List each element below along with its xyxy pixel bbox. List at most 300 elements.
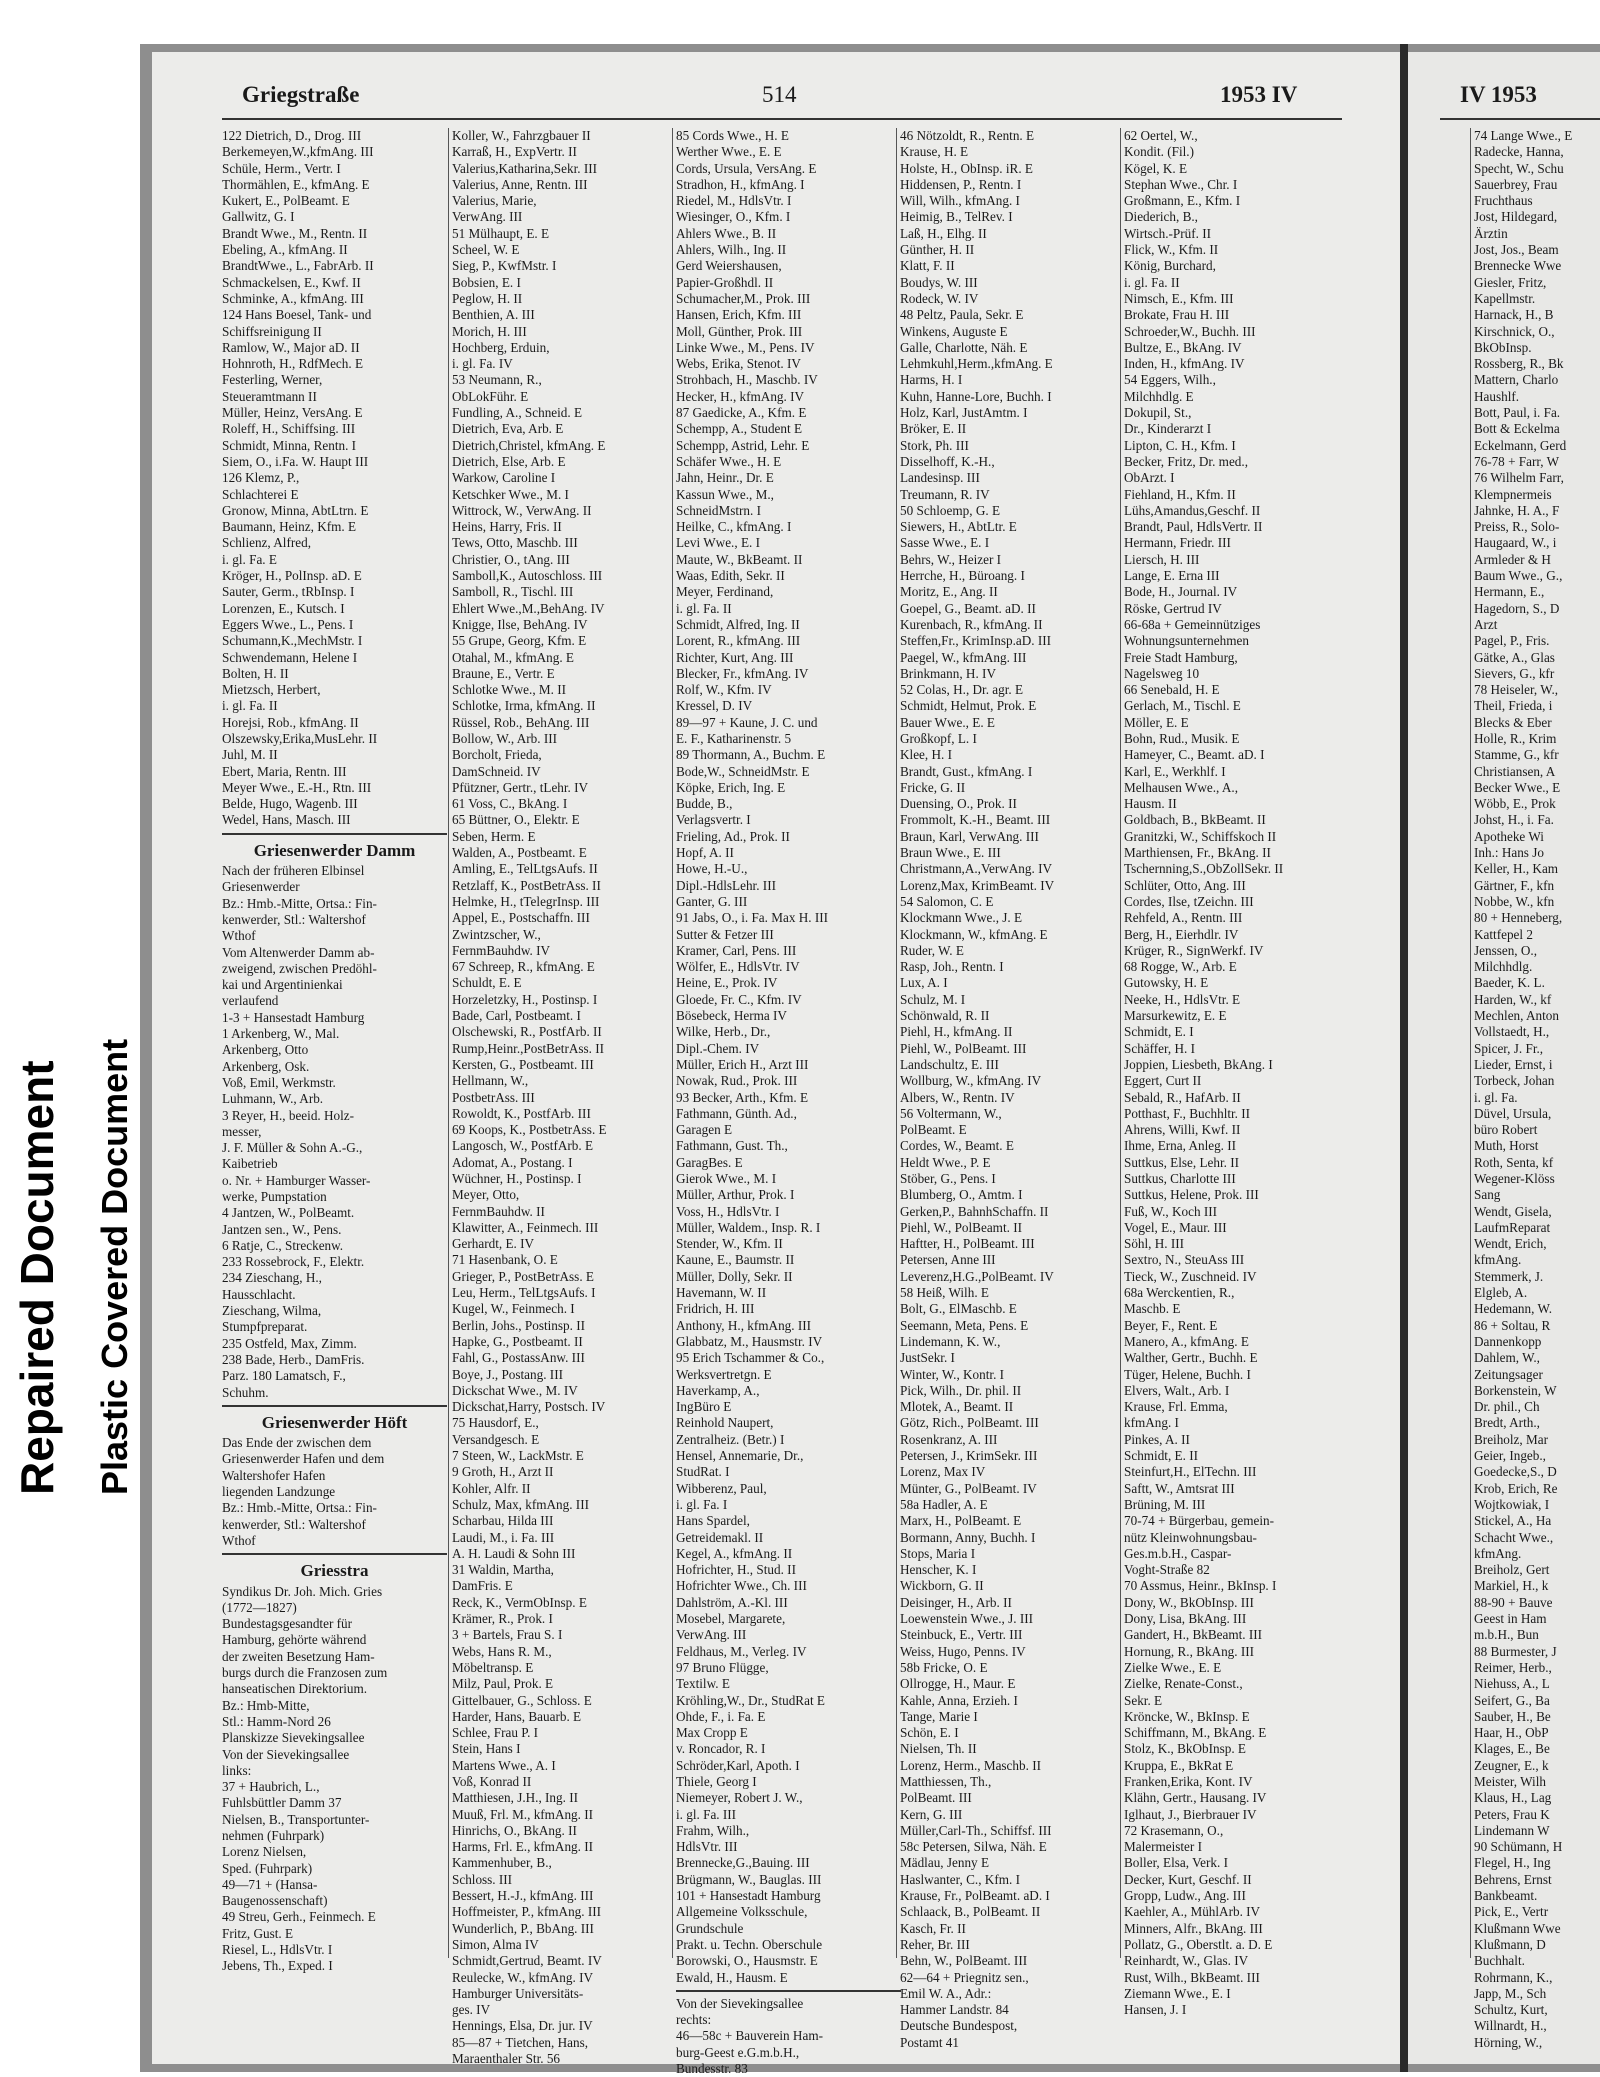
- directory-entry: Köpke, Erich, Ing. E: [676, 779, 786, 795]
- directory-entry: Karraß, H., ExpVertr. II: [452, 144, 577, 160]
- directory-entry: Berlin, Johs., Postinsp. II: [452, 1317, 585, 1333]
- directory-entry: Reher, Br. III: [900, 1936, 970, 1952]
- directory-entry: Gronow, Minna, AbtLtrn. E: [222, 502, 369, 518]
- directory-entry: Schempp, A., Student E: [676, 421, 803, 437]
- directory-entry: Voß, Emil, Werkmstr.: [222, 1074, 336, 1090]
- directory-entry: Ruder, W. E: [900, 942, 964, 958]
- directory-entry: Ollrogge, H., Maur. E: [900, 1676, 1016, 1692]
- directory-entry: Dahlem, W.,: [1474, 1350, 1540, 1366]
- directory-entry: Fathmann, Gust. Th.,: [676, 1138, 788, 1154]
- directory-entry: Bode, H., Journal. IV: [1124, 584, 1238, 600]
- directory-entry: Will, Wilh., kfmAng. I: [900, 193, 1020, 209]
- directory-entry: Müller, Arthur, Prok. I: [676, 1187, 795, 1203]
- directory-entry: Krause, Fr., PolBeamt. aD. I: [900, 1888, 1050, 1904]
- directory-entry: Olszewsky,Erika,MusLehr. II: [222, 730, 378, 746]
- directory-entry: Deutsche Bundespost,: [900, 2018, 1018, 2034]
- directory-entry: Dietrich, Else, Arb. E: [452, 453, 566, 469]
- directory-entry: E. F., Katharinenstr. 5: [676, 730, 792, 746]
- directory-entry: Milz, Paul, Prok. E: [452, 1676, 554, 1692]
- directory-entry: Hamburger Universitäts-: [452, 1985, 584, 2001]
- directory-entry: Pfützner, Gertr., tLehr. IV: [452, 779, 589, 795]
- directory-entry: Schmidt, Helmut, Prok. E: [900, 698, 1037, 714]
- directory-entry: Schlotke Wwe., M. II: [452, 682, 567, 698]
- directory-entry: Blecks & Eber: [1474, 714, 1552, 730]
- directory-entry: Lipton, C. H., Kfm. I: [1124, 437, 1236, 453]
- directory-entry: Ahlers, Wilh., Ing. II: [676, 242, 787, 258]
- directory-entry: Voß, Konrad II: [452, 1773, 532, 1789]
- directory-entry: ObArzt. I: [1124, 470, 1175, 486]
- directory-entry: Leverenz,H.G.,PolBeamt. IV: [900, 1268, 1054, 1284]
- directory-entry: 234 Zieschang, H.,: [222, 1270, 322, 1286]
- directory-entry: Pinkes, A. II: [1124, 1431, 1190, 1447]
- directory-entry: Hörning, W.,: [1474, 2034, 1543, 2050]
- directory-entry: Feldhaus, M., Verleg. IV: [676, 1643, 807, 1659]
- directory-entry: 58 Heiß, Wilh. E: [900, 1285, 989, 1301]
- directory-entry: Sekr. E: [1124, 1692, 1163, 1708]
- directory-entry: Wegener-Klöss: [1474, 1171, 1555, 1186]
- directory-entry: 70 Assmus, Heinr., BkInsp. I: [1124, 1578, 1277, 1594]
- directory-entry: Suttkus, Helene, Prok. III: [1124, 1187, 1259, 1203]
- directory-entry: links:: [222, 1762, 252, 1778]
- directory-entry: Roleff, H., Schiffsing. III: [222, 421, 356, 437]
- directory-entry: Ramlow, W., Major aD. II: [222, 339, 360, 355]
- directory-entry: Johst, H., i. Fa.: [1474, 812, 1554, 828]
- directory-entry: Wthof: [222, 928, 256, 944]
- directory-entry: Bessert, H.-J., kfmAng. III: [452, 1888, 594, 1904]
- directory-entry: Wollburg, W., kfmAng. IV: [900, 1073, 1042, 1089]
- directory-entry: 97 Bruno Flügge,: [676, 1659, 769, 1675]
- directory-entry: Appel, E., Postschaffn. III: [452, 910, 590, 926]
- directory-entry: Nielsen, B., Transportunter-: [222, 1811, 370, 1827]
- directory-entry: Hellmann, W.,: [452, 1073, 529, 1089]
- directory-entry: Wedel, Hans, Masch. III: [222, 812, 351, 828]
- directory-entry: Breiholz, Mar: [1474, 1431, 1548, 1447]
- directory-entry: Marsurkewitz, E. E: [1124, 1008, 1227, 1024]
- directory-entry: Gittelbauer, G., Schloss. E: [452, 1692, 592, 1708]
- directory-entry: Jahn, Heinr., Dr. E: [676, 470, 774, 486]
- directory-entry: Dr. phil., Ch: [1474, 1399, 1540, 1415]
- directory-entry: Cordes, Ilse, tZeichn. III: [1124, 893, 1254, 909]
- directory-entry: Müller, Erich H., Arzt III: [676, 1056, 809, 1072]
- directory-entry: Stradhon, H., kfmAng. I: [676, 176, 805, 192]
- directory-entry: Apotheke Wi: [1474, 828, 1544, 844]
- directory-entry: Galle, Charlotte, Näh. E: [900, 339, 1028, 355]
- directory-entry: i. gl. Fa. II: [1124, 274, 1180, 290]
- directory-entry: Brokate, Frau H. III: [1124, 307, 1230, 323]
- directory-entry: Granitzki, W., Schiffskoch II: [1124, 828, 1277, 844]
- directory-entry: Samboll,K., Autoschloss. III: [452, 568, 603, 584]
- directory-entry: Rolf, W., Kfm. IV: [676, 682, 772, 698]
- directory-entry: Von der Sievekingsallee: [222, 1746, 350, 1762]
- directory-entry: Disselhoff, K.-H.,: [900, 453, 995, 469]
- directory-entry: Riedel, M., HdlsVtr. I: [676, 193, 792, 209]
- directory-entry: Postamt 41: [900, 2034, 959, 2050]
- directory-entry: Kaehler, A., MühlArb. IV: [1124, 1904, 1261, 1920]
- directory-entry: Schröder,Karl, Apoth. I: [676, 1757, 800, 1773]
- directory-entry: Suttkus, Else, Lehr. II: [1124, 1154, 1240, 1170]
- directory-entry: Wüchner, H., Postinsp. I: [452, 1171, 582, 1186]
- directory-entry: Armleder & H: [1474, 551, 1551, 567]
- directory-entry: Kröhling,W., Dr., StudRat E: [676, 1692, 825, 1708]
- directory-entry: Heldt Wwe., P. E: [900, 1154, 991, 1170]
- directory-entry: König, Burchard,: [1124, 258, 1216, 274]
- directory-entry: Behrs, W., Heizer I: [900, 551, 1002, 567]
- directory-entry: Baum Wwe., G.,: [1474, 568, 1563, 584]
- directory-entry: Seben, Herm. E: [452, 828, 536, 844]
- directory-entry: Inh.: Hans Jo: [1474, 845, 1544, 861]
- directory-entry: Bz.: Hmb.-Mitte, Ortsa.: Fin-: [222, 1500, 377, 1516]
- directory-entry: Marthiensen, Fr., BkAng. II: [1124, 845, 1271, 861]
- directory-entry: verlaufend: [222, 993, 279, 1009]
- directory-entry: Hecker, H., kfmAng. IV: [676, 388, 805, 404]
- directory-entry: Morich, H. III: [452, 323, 527, 339]
- header-rule: [222, 118, 1342, 120]
- directory-entry: Harms, Frl. E., kfmAng. II: [452, 1839, 594, 1855]
- directory-entry: Luhmann, W., Arb.: [222, 1091, 324, 1107]
- directory-entry: 9 Groth, H., Arzt II: [452, 1464, 554, 1480]
- directory-entry: Sauber, H., Be: [1474, 1708, 1551, 1724]
- directory-entry: Wirtsch.-Prüf. II: [1124, 225, 1211, 241]
- directory-entry: Ahlers Wwe., B. II: [676, 225, 777, 241]
- directory-entry: Rodeck, W. IV: [900, 290, 979, 306]
- directory-entry: DamFris. E: [452, 1578, 513, 1594]
- directory-entry: Inden, H., kfmAng. IV: [1124, 356, 1245, 372]
- directory-entry: Fiehland, H., Kfm. II: [1124, 486, 1236, 502]
- directory-entry: Thormählen, E., kfmAng. E: [222, 176, 370, 192]
- directory-entry: Deisinger, H., Arb. II: [900, 1594, 1012, 1610]
- directory-entry: BrandtWwe., L., FabrArb. II: [222, 258, 374, 274]
- directory-entry: Ketschker Wwe., M. I: [452, 486, 569, 502]
- directory-entry: Schmidt, E. I: [1124, 1024, 1194, 1040]
- directory-entry: Hamburg, gehörte während: [222, 1632, 367, 1648]
- directory-entry: J. F. Müller & Sohn A.-G.,: [222, 1140, 363, 1156]
- directory-entry: Ahrens, Willi, Kwf. II: [1124, 1122, 1241, 1138]
- directory-entry: Hofrichter Wwe., Ch. III: [676, 1578, 807, 1594]
- directory-entry: Mechlen, Anton: [1474, 1008, 1559, 1024]
- directory-entry: Malermeister I: [1124, 1839, 1202, 1855]
- directory-entry: kfmAng.: [1474, 1545, 1522, 1561]
- directory-entry: Liersch, H. III: [1124, 551, 1200, 567]
- directory-entry: Langosch, W., PostfArb. E: [452, 1138, 594, 1154]
- directory-entry: Blumberg, O., Amtm. I: [900, 1187, 1023, 1203]
- directory-entry: Bode,W., SchneidMstr. E: [676, 763, 810, 779]
- directory-entry: Stolz, K., BkObInsp. E: [1124, 1741, 1246, 1757]
- directory-entry: Riesel, L., HdlsVtr. I: [222, 1942, 333, 1958]
- directory-entry: Allgemeine Volksschule,: [676, 1904, 808, 1920]
- directory-entry: Nobbe, W., kfn: [1474, 893, 1555, 909]
- directory-entry: Potthast, F., Buchhltr. II: [1124, 1105, 1251, 1121]
- directory-entry: Albers, W., Rentn. IV: [900, 1089, 1015, 1105]
- directory-entry: 46 Nötzoldt, R., Rentn. E: [900, 128, 1035, 143]
- directory-entry: Müller, Waldem., Insp. R. I: [676, 1219, 821, 1235]
- directory-entry: Mietzsch, Herbert,: [222, 682, 321, 698]
- directory-entry: büro Robert: [1474, 1122, 1538, 1138]
- directory-entry: Sauter, Germ., tRbInsp. I: [222, 584, 355, 600]
- directory-entry: Kirschnick, O.,: [1474, 323, 1555, 339]
- directory-entry: Baeder, K. L.: [1474, 975, 1545, 991]
- directory-entry: Schön, E. I: [900, 1725, 959, 1741]
- directory-entry: Stöber, G., Pens. I: [900, 1171, 996, 1186]
- directory-entry: Möbeltransp. E: [452, 1659, 534, 1675]
- directory-entry: 76-78 + Farr, W: [1474, 453, 1560, 469]
- directory-entry: 53 Neumann, R.,: [452, 372, 542, 388]
- directory-entry: Hinrichs, O., BkAng. II: [452, 1822, 577, 1838]
- directory-entry: 93 Becker, Arth., Kfm. E: [676, 1089, 809, 1105]
- directory-entry: Bundesstr. 83: [676, 2061, 748, 2077]
- directory-entry: Melhausen Wwe., A.,: [1124, 779, 1239, 795]
- directory-entry: o. Nr. + Hamburger Wasser-: [222, 1172, 371, 1188]
- directory-entry: Eckelmann, Gerd: [1474, 437, 1567, 453]
- directory-entry: PolBeamt. III: [900, 1790, 972, 1806]
- directory-entry: Zeugner, E., k: [1474, 1757, 1549, 1773]
- directory-entry: Grundschule: [676, 1920, 744, 1936]
- directory-entry: Sutter & Fetzer III: [676, 926, 774, 942]
- directory-entry: 72 Krasemann, O.,: [1124, 1822, 1224, 1838]
- directory-entry: Bz.: Hmb.-Mitte, Ortsa.: Fin-: [222, 895, 377, 911]
- directory-entry: Bade, Carl, Postbeamt. I: [452, 1008, 581, 1024]
- directory-entry: i. gl. Fa. II: [676, 600, 732, 616]
- directory-entry: 75 Hausdorf, E.,: [452, 1415, 539, 1431]
- directory-entry: Horzeletzky, H., Postinsp. I: [452, 991, 598, 1007]
- directory-entry: Eggers Wwe., L., Pens. I: [222, 616, 354, 632]
- directory-entry: 46—58c + Bauverein Ham-: [676, 2028, 823, 2044]
- directory-entry: 74 Lange Wwe., E: [1474, 128, 1573, 143]
- directory-entry: Müller, Heinz, VersAng. E: [222, 405, 363, 421]
- directory-entry: Röske, Gertrud IV: [1124, 600, 1222, 616]
- directory-entry: Steinbuck, E., Vertr. III: [900, 1627, 1023, 1643]
- directory-entry: 52 Colas, H., Dr. agr. E: [900, 682, 1024, 698]
- directory-entry: Hensel, Annemarie, Dr.,: [676, 1448, 804, 1464]
- directory-entry: Krause, H. E: [900, 144, 969, 160]
- directory-entry: kenwerder, Stl.: Waltershof: [222, 911, 366, 927]
- directory-entry: A. H. Laudi & Sohn III: [452, 1545, 576, 1561]
- directory-entry: Schwendemann, Helene I: [222, 649, 358, 665]
- directory-entry: Kögel, K. E: [1124, 160, 1187, 176]
- directory-entry: Ganter, G. III: [676, 893, 748, 909]
- directory-entry: Bauer Wwe., E. E: [900, 714, 995, 730]
- directory-entry: Stickel, A., Ha: [1474, 1513, 1552, 1529]
- directory-entry: BkObInsp.: [1474, 339, 1532, 355]
- directory-entry: Baumann, Heinz, Kfm. E: [222, 519, 357, 535]
- directory-entry: Krob, Erich, Re: [1474, 1480, 1558, 1496]
- directory-entry: Kammenhuber, B.,: [452, 1855, 552, 1871]
- directory-entry: 86 + Soltau, R: [1474, 1317, 1551, 1333]
- directory-entry: Hiddensen, P., Rentn. I: [900, 176, 1022, 192]
- directory-entry: Müller,Carl-Th., Schiffsf. III: [900, 1822, 1052, 1838]
- directory-entry: Vogel, E., Maur. III: [1124, 1219, 1227, 1235]
- directory-entry: Kahle, Anna, Erzieh. I: [900, 1692, 1018, 1708]
- directory-entry: Günther, H. II: [900, 242, 975, 258]
- directory-entry: Hermann, Friedr. III: [1124, 535, 1231, 551]
- directory-entry: Ebeling, A., kfmAng. II: [222, 242, 348, 258]
- directory-entry: Berkemeyen,W.,kfmAng. III: [222, 144, 374, 160]
- directory-entry: Haverkamp, A.,: [676, 1382, 760, 1398]
- directory-entry: Rohrmann, K.,: [1474, 1969, 1553, 1985]
- directory-entry: Brennecke,G.,Bauing. III: [676, 1855, 810, 1871]
- directory-entry: Howe, H.-U.,: [676, 861, 748, 877]
- directory-entry: Meyer, Otto,: [452, 1187, 520, 1203]
- section-rule: [676, 1990, 901, 1992]
- directory-entry: Haslwanter, C., Kfm. I: [900, 1871, 1020, 1887]
- directory-entry: m.b.H., Bun: [1474, 1627, 1539, 1643]
- directory-entry: Wojtkowiak, I: [1474, 1496, 1550, 1512]
- directory-entry: Olschewski, R., PostfArb. II: [452, 1024, 602, 1040]
- directory-entry: Gropp, Ludw., Ang. III: [1124, 1888, 1246, 1904]
- directory-entry: Theil, Frieda, i: [1474, 698, 1553, 714]
- directory-entry: 91 Jabs, O., i. Fa. Max H. III: [676, 910, 829, 926]
- directory-entry: Möller, E. E: [1124, 714, 1189, 730]
- directory-entry: Lindemann W: [1474, 1822, 1550, 1838]
- directory-entry: Ges.m.b.H., Caspar-: [1124, 1545, 1232, 1561]
- directory-entry: liegenden Landzunge: [222, 1484, 336, 1500]
- directory-entry: Sauerbrey, Frau: [1474, 176, 1558, 192]
- directory-entry: Rump,Heinr.,PostBetrAss. II: [452, 1040, 605, 1056]
- directory-entry: Minners, Alfr., BkAng. III: [1124, 1920, 1263, 1936]
- directory-entry: Reinhold Naupert,: [676, 1415, 774, 1431]
- directory-entry: Webs, Erika, Stenot. IV: [676, 356, 801, 372]
- directory-entry: Brinkmann, H. IV: [900, 665, 996, 681]
- directory-entry: Flick, W., Kfm. II: [1124, 242, 1219, 258]
- section-title-griesstra: Griesstra: [300, 1561, 369, 1581]
- directory-entry: Düvel, Ursula,: [1474, 1105, 1552, 1121]
- column-3: [676, 128, 901, 2077]
- directory-entry: 69 Koops, K., PostbetrAss. E: [452, 1122, 607, 1138]
- directory-entry: Ärztin: [1474, 225, 1508, 241]
- directory-entry: Goedecke,S., D: [1474, 1464, 1557, 1480]
- directory-entry: Prakt. u. Techn. Oberschule: [676, 1936, 823, 1952]
- repaired-label: Repaired Document: [11, 1060, 63, 1495]
- directory-entry: Reulecke, W., kfmAng. IV: [452, 1969, 594, 1985]
- directory-entry: i. gl. Fa.: [1474, 1089, 1518, 1105]
- directory-entry: Schmidt, Minna, Rentn. I: [222, 437, 357, 453]
- directory-entry: Schäfer Wwe., H. E: [676, 453, 782, 469]
- directory-entry: Pick, Wilh., Dr. phil. II: [900, 1382, 1022, 1398]
- directory-entry: Jost, Jos., Beam: [1474, 242, 1559, 258]
- directory-entry: Koller, W., Fahrzgbauer II: [452, 128, 591, 143]
- directory-entry: 51 Mülhaupt, E. E: [452, 225, 550, 241]
- directory-entry: Gerhardt, E. IV: [452, 1236, 535, 1252]
- directory-entry: Horejsi, Rob., kfmAng. II: [222, 714, 359, 730]
- directory-entry: Griesenwerder Hafen und dem: [222, 1451, 385, 1467]
- directory-entry: 61 Voss, C., BkAng. I: [452, 796, 568, 812]
- directory-entry: Meister, Wilh: [1474, 1773, 1546, 1789]
- directory-entry: Gierok Wwe., M. I: [676, 1171, 777, 1186]
- directory-entry: Ebert, Maria, Rentn. III: [222, 763, 347, 779]
- directory-entry: Vollstaedt, H.,: [1474, 1024, 1550, 1040]
- directory-entry: 49 Streu, Gerh., Feinmech. E: [222, 1909, 376, 1925]
- directory-entry: Scheel, W. E: [452, 242, 520, 258]
- directory-entry: Schmackelsen, E., Kwf. II: [222, 274, 361, 290]
- directory-entry: Bultze, E., BkAng. IV: [1124, 339, 1242, 355]
- directory-entry: Hochberg, Erduin,: [452, 339, 550, 355]
- directory-entry: Flegel, H., Ing: [1474, 1855, 1551, 1871]
- facing-header-rule: [1440, 118, 1600, 120]
- directory-entry: Samboll, R., Tischl. III: [452, 584, 574, 600]
- section-title-griesenwerder-hoeft: Griesenwerder Höft: [261, 1412, 408, 1432]
- directory-entry: Emil W. A., Adr.:: [900, 1985, 992, 2001]
- directory-entry: Gätke, A., Glas: [1474, 649, 1555, 665]
- directory-entry: Hermann, E.,: [1474, 584, 1545, 600]
- directory-entry: Schmidt, E. II: [1124, 1448, 1198, 1464]
- directory-entry: 48 Peltz, Paula, Sekr. E: [900, 307, 1024, 323]
- directory-entry: Becker, Fritz, Dr. med.,: [1124, 453, 1248, 469]
- directory-entry: Zielke Wwe., E. E: [1124, 1659, 1222, 1675]
- directory-entry: Lorenz,Max, KrimBeamt. IV: [900, 877, 1055, 893]
- directory-entry: Petersen, J., KrimSekr. III: [900, 1448, 1038, 1464]
- directory-entry: Jebens, Th., Exped. I: [222, 1958, 333, 1974]
- directory-entry: 87 Gaedicke, A., Kfm. E: [676, 405, 807, 421]
- directory-entry: Lange, E. Erna III: [1124, 568, 1220, 584]
- directory-entry: 1 Arkenberg, W., Mal.: [222, 1026, 340, 1042]
- directory-entry: Stumpfpreparat.: [222, 1319, 308, 1335]
- directory-entry: Jenssen, O.,: [1474, 942, 1538, 958]
- directory-entry: Wilke, Herb., Dr.,: [676, 1024, 771, 1040]
- directory-entry: Wthof: [222, 1532, 256, 1548]
- directory-entry: Dokupil, St.,: [1124, 405, 1192, 421]
- directory-entry: Schlachterei E: [222, 486, 299, 502]
- directory-entry: 62—64 + Priegnitz sen.,: [900, 1969, 1029, 1985]
- directory-entry: Schloss. III: [452, 1871, 513, 1887]
- directory-entry: Krause, Frl. Emma,: [1124, 1399, 1228, 1415]
- directory-entry: i. gl. Fa. III: [676, 1806, 737, 1822]
- directory-entry: Kaune, E., Baumstr. II: [676, 1252, 795, 1268]
- directory-entry: Karl, E., Werkhlf. I: [1124, 763, 1226, 779]
- directory-entry: Mlotek, A., Beamt. II: [900, 1399, 1014, 1415]
- column-1: [222, 128, 447, 1975]
- directory-entry: 233 Rossebrock, F., Elektr.: [222, 1254, 365, 1270]
- directory-entry: Klages, E., Be: [1474, 1741, 1550, 1757]
- directory-entry: Muuß, Frl. M., kfmAng. II: [452, 1806, 594, 1822]
- directory-entry: Heine, E., Prok. IV: [676, 975, 778, 991]
- directory-entry: Jantzen sen., W., Pens.: [222, 1221, 342, 1237]
- directory-entry: Schuldt, E. E: [452, 975, 522, 991]
- directory-entry: Brüning, M. III: [1124, 1496, 1206, 1512]
- directory-entry: Geier, Ingeb.,: [1474, 1448, 1546, 1464]
- directory-entry: Nielsen, Th. II: [900, 1741, 977, 1757]
- directory-entry: Muth, Horst: [1474, 1138, 1539, 1154]
- directory-entry: Sang: [1474, 1187, 1501, 1203]
- directory-entry: 54 Salomon, C. E: [900, 893, 994, 909]
- directory-entry: Kattfepel 2: [1474, 926, 1533, 942]
- directory-entry: Meyer Wwe., E.-H., Rtn. III: [222, 779, 372, 795]
- directory-entry: 126 Klemz, P.,: [222, 470, 300, 486]
- directory-entry: 58a Hadler, A. E: [900, 1496, 988, 1512]
- directory-entry: Gerd Weiershausen,: [676, 258, 782, 274]
- directory-entry: Ehlert Wwe.,M.,BehAng. IV: [452, 600, 605, 616]
- directory-entry: Bott & Eckelma: [1474, 421, 1560, 437]
- directory-entry: i. gl. Fa. IV: [452, 356, 513, 372]
- directory-entry: Verlagsvertr. I: [676, 812, 751, 828]
- directory-entry: 50 Schloemp, G. E: [900, 502, 1000, 518]
- directory-entry: 89 Thormann, A., Buchm. E: [676, 747, 826, 763]
- column-4: [900, 128, 1125, 2051]
- directory-entry: Moritz, E., Ang. II: [900, 584, 998, 600]
- directory-entry: Elgleb, A.: [1474, 1285, 1528, 1301]
- directory-entry: GaragBes. E: [676, 1154, 743, 1170]
- directory-entry: Schlee, Frau P. I: [452, 1725, 539, 1741]
- directory-entry: Tschernning,S.,ObZollSekr. II: [1124, 861, 1284, 877]
- directory-entry: 80 + Henneberg,: [1474, 910, 1563, 926]
- directory-entry: Hansen, J. I: [1124, 2002, 1187, 2018]
- directory-entry: 62 Oertel, W.,: [1124, 128, 1198, 143]
- directory-entry: Winter, W., Kontr. I: [900, 1366, 1005, 1382]
- directory-entry: 58b Fricke, O. E: [900, 1659, 988, 1675]
- directory-entry: Budde, B.,: [676, 796, 733, 812]
- directory-entry: Stemmerk, J.: [1474, 1268, 1544, 1284]
- directory-entry: Zwintzscher, W.,: [452, 926, 541, 942]
- directory-entry: Milchhdlg. E: [1124, 388, 1194, 404]
- directory-entry: Willnardt, H.,: [1474, 2018, 1547, 2034]
